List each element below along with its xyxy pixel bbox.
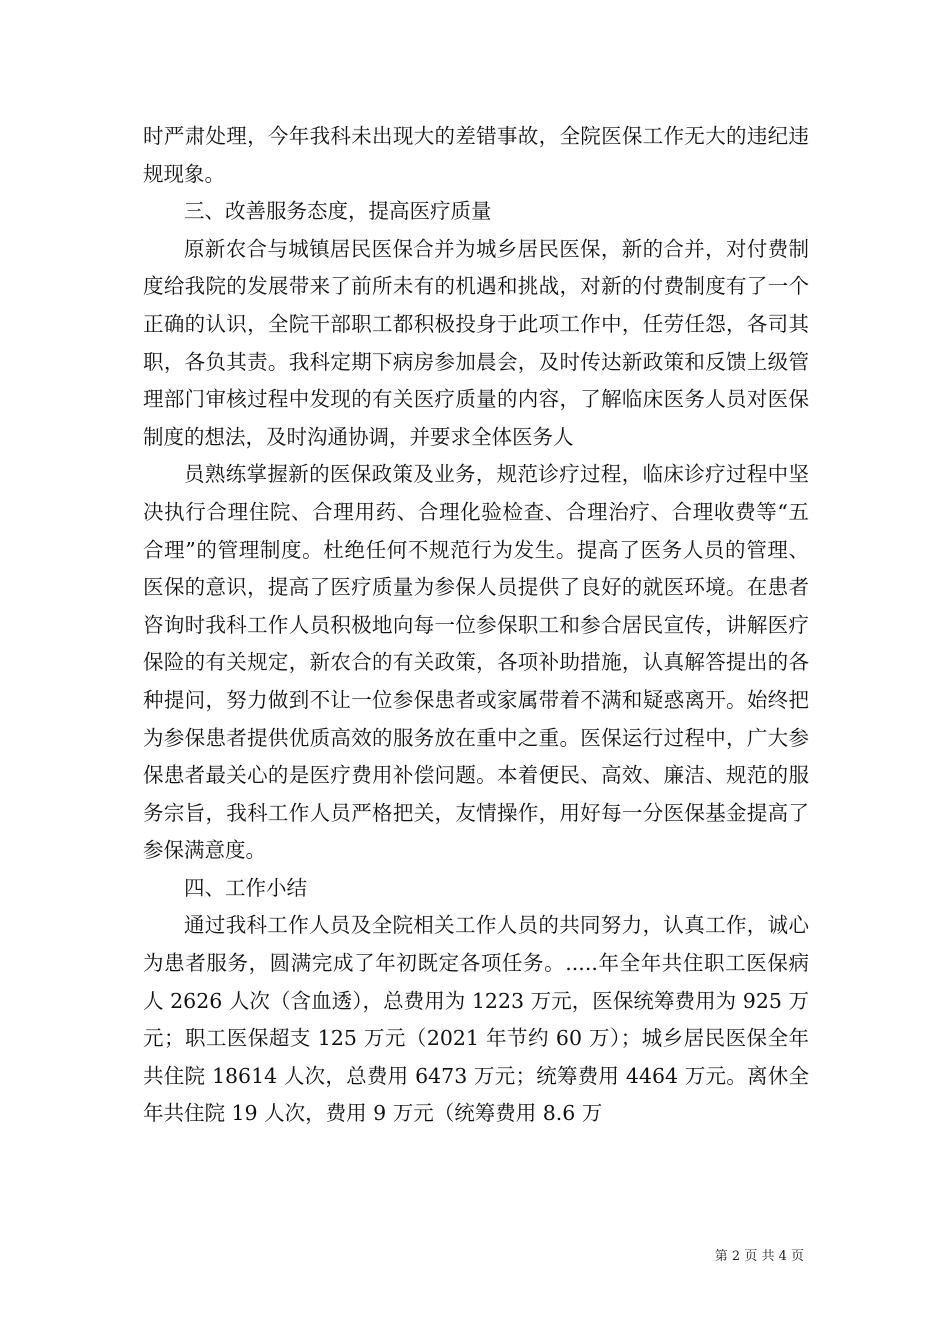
section-heading-4: 四、工作小结 [184, 875, 307, 900]
paragraph-merger: 原新农合与城镇居民医保合并为城乡居民医保，新的合并，对付费制度给我院的发展带来了前所未有的机遇和挑战，对新的付费制度有了一个正确的认识，全院干部职工都积极投身于此项工作中，任劳任怨，各司其职，各负其责。我科定期下病房参加晨会，及时传达新政策和反馈上级管理部门审核过程中发现的有关医疗质量的内容，了解临床医务人员对医保制度的想法，及时沟通协调，并要求全体医务人 [143, 236, 809, 449]
paragraph-summary: 通过我科工作人员及全院相关工作人员的共同努力，认真工作，诚心为患者服务，圆满完成了年初既定各项任务。.....年全年共住职工医保病人 2626 人次（含血透），总费用为 1223 万元，医保统筹费用为 925 万元；职工医保超支 125 万元（2021 年节约 60 万）；城乡居民医保全年共住院 18614 人次，总费用 6473 万元；统筹费用 4464 万元。离休全年共住院 19 人次，费用 9 万元（统筹费用 8.6 万 [143, 913, 809, 1126]
paragraph-continuation: 时严肃处理，今年我科未出现大的差错事故，全院医保工作无大的违纪违规现象。 [143, 124, 809, 186]
paragraph-policy: 员熟练掌握新的医保政策及业务，规范诊疗过程，临床诊疗过程中坚决执行合理住院、合理用药、合理化验检查、合理治疗、合理收费等“五合理”的管理制度。杜绝任何不规范行为发生。提高了医务人员的管理、医保的意识，提高了医疗质量为参保人员提供了良好的就医环境。在患者咨询时我科工作人员积极地向每一位参保职工和参合居民宣传，讲解医疗保险的有关规定，新农合的有关政策，各项补助措施，认真解答提出的各种提问，努力做到不让一位参保患者或家属带着不满和疑惑离开。始终把为参保患者提供优质高效的服务放在重中之重。医保运行过程中，广大参保患者最关心的是医疗费用补偿问题。本着便民、高效、廉洁、规范的服务宗旨，我科工作人员严格把关，友情操作，用好每一分医保基金提高了参保满意度。 [143, 462, 809, 863]
section-heading-3: 三、改善服务态度，提高医疗质量 [184, 199, 492, 224]
document-body [143, 118, 809, 1133]
page-number: 第 2 页 共 4 页 [714, 1249, 804, 1264]
